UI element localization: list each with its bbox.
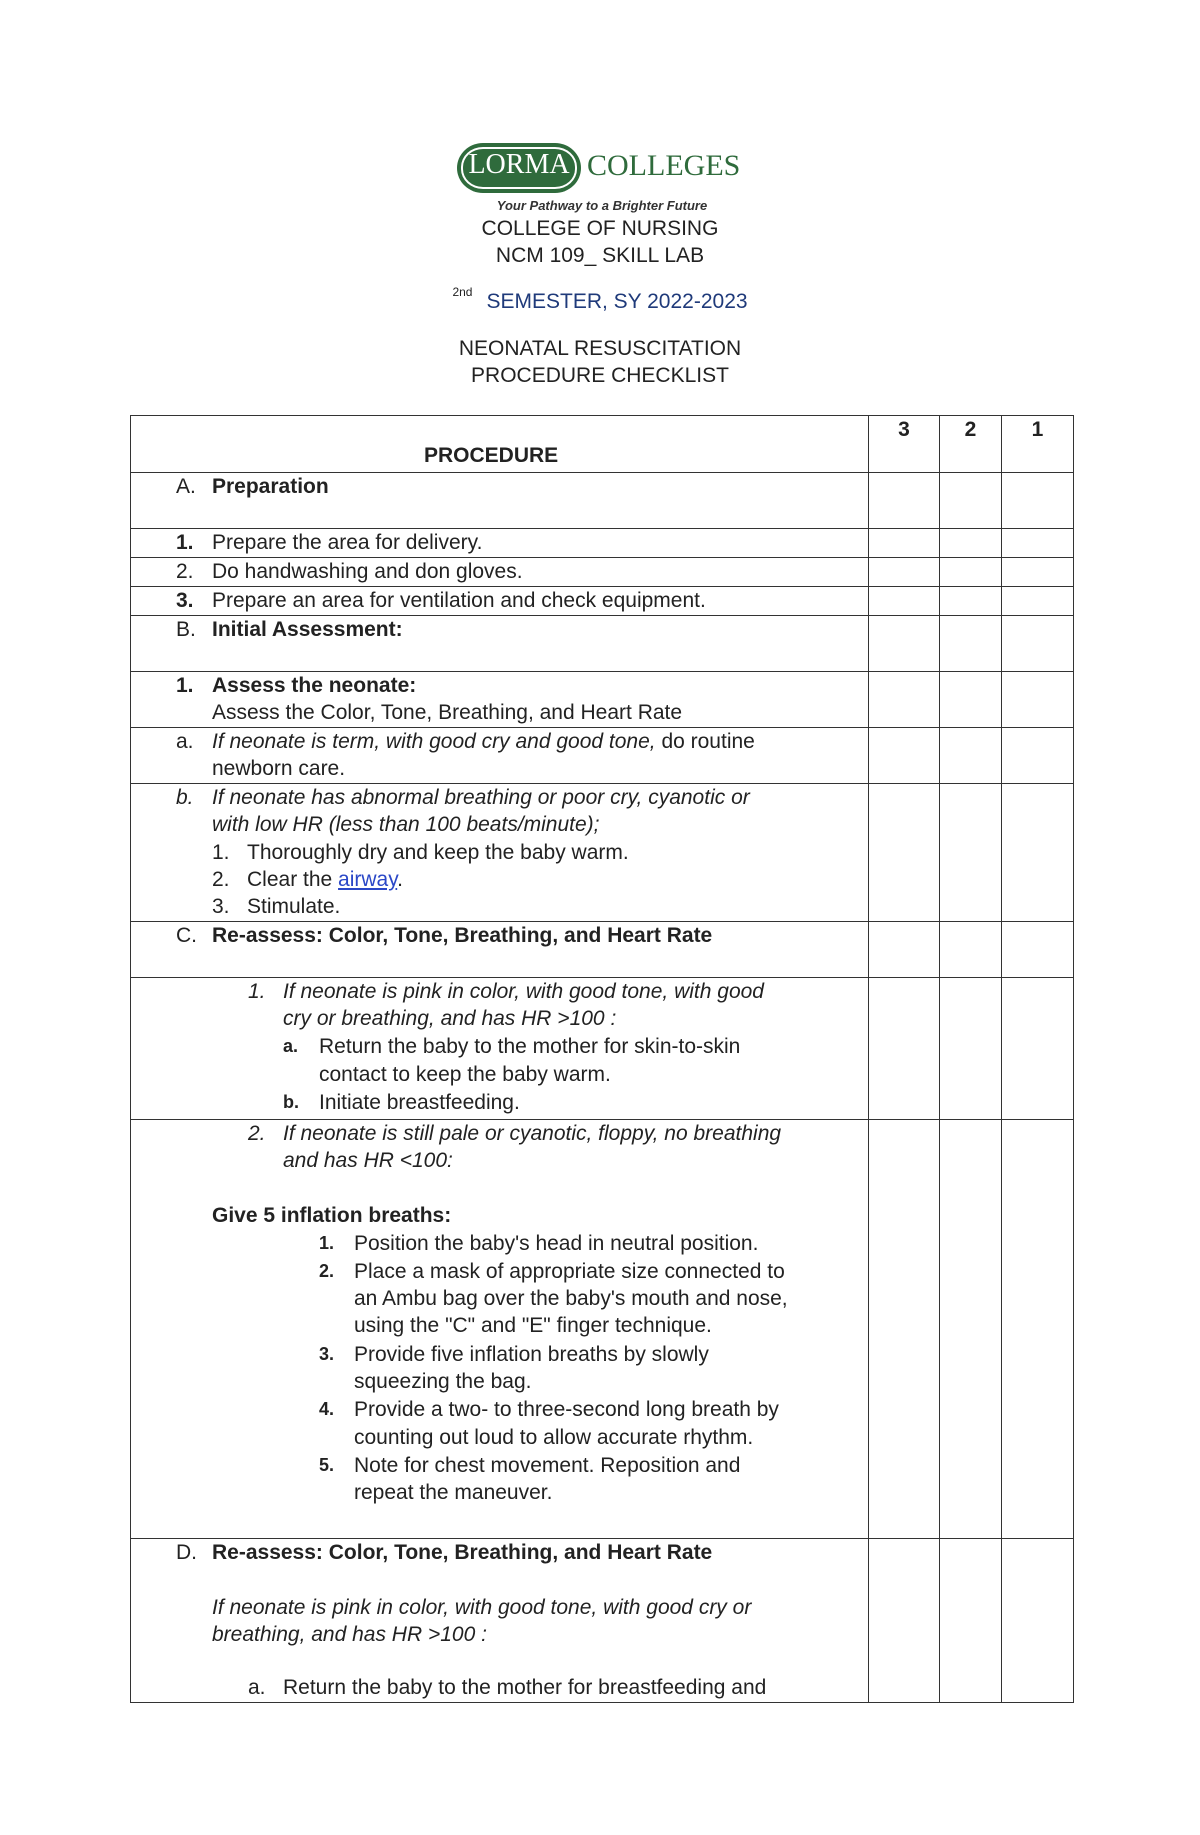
section-c-marker: C. xyxy=(176,924,197,947)
c2-step-5-marker: 5. xyxy=(319,1455,335,1475)
c2-step-1-line1: Position the baby's head in neutral position. xyxy=(354,1232,759,1255)
c-sub-a-line1: Return the baby to the mother for skin-to-skin xyxy=(319,1035,741,1058)
airway-link[interactable]: airway xyxy=(338,868,398,891)
score-cell-2[interactable] xyxy=(940,616,1002,672)
b-step-1-marker: 1. xyxy=(212,841,230,864)
score-cell-1[interactable] xyxy=(1002,473,1074,529)
b-item-b-cell xyxy=(131,784,869,922)
score-header-2: 2 xyxy=(940,416,1002,473)
score-header-3: 3 xyxy=(869,416,940,473)
score-cell-2[interactable] xyxy=(940,978,1002,1120)
table-header-row xyxy=(131,416,1074,473)
c2-step-5-line2: repeat the maneuver. xyxy=(354,1481,553,1504)
b-item-a-marker: a. xyxy=(176,730,194,753)
b-item-1-marker: 1. xyxy=(176,674,194,697)
b-item-b-line2: with low HR (less than 100 beats/minute); xyxy=(212,813,600,836)
score-cell-1[interactable] xyxy=(1002,529,1074,558)
section-a-marker: A. xyxy=(176,475,196,498)
section-d-line1: If neonate is pink in color, with good tone, with good cry or xyxy=(212,1596,752,1619)
score-cell-1[interactable] xyxy=(1002,672,1074,728)
a-item-2-cell xyxy=(131,558,869,587)
section-a-title: Preparation xyxy=(212,475,329,498)
a-item-1-cell xyxy=(131,529,869,558)
table-row xyxy=(131,529,1074,558)
c2-step-3-line2: squeezing the bag. xyxy=(354,1370,532,1393)
a-item-1-marker: 1. xyxy=(176,531,194,554)
section-d-sub-marker: a. xyxy=(248,1676,266,1699)
b-item-a-cell xyxy=(131,728,869,784)
c2-step-3-marker: 3. xyxy=(319,1344,335,1364)
lorma-logo xyxy=(457,143,747,215)
a-item-3-text: Prepare an area for ventilation and check equipment. xyxy=(212,589,706,612)
c-sub-a-marker: a. xyxy=(283,1036,299,1056)
b-item-1-text: Assess the Color, Tone, Breathing, and Heart Rate xyxy=(212,701,683,724)
table-row xyxy=(131,616,1074,672)
semester-line xyxy=(0,284,1200,314)
procedure-checklist-table xyxy=(130,415,1074,1703)
c2-step-5-line1: Note for chest movement. Reposition and xyxy=(354,1454,741,1477)
score-cell-3[interactable] xyxy=(869,558,940,587)
score-cell-1[interactable] xyxy=(1002,978,1074,1120)
procedure-header-cell xyxy=(131,416,869,473)
c-item-1-line2: cry or breathing, and has HR >100 : xyxy=(283,1007,617,1030)
score-cell-3[interactable] xyxy=(869,784,940,922)
score-cell-3[interactable] xyxy=(869,587,940,616)
c2-step-2-line3: using the "C" and "E" finger technique. xyxy=(354,1314,712,1337)
score-cell-2[interactable] xyxy=(940,473,1002,529)
section-d-cell xyxy=(131,1539,869,1703)
b-item-b-line1: If neonate has abnormal breathing or poor cry, cyanotic or xyxy=(212,786,750,809)
a-item-1-text: Prepare the area for delivery. xyxy=(212,531,483,554)
c2-step-2-line2: an Ambu bag over the baby's mouth and nose, xyxy=(354,1287,788,1310)
course-name: NCM 109_ SKILL LAB xyxy=(495,244,705,267)
score-cell-3[interactable] xyxy=(869,922,940,978)
b-step-3-marker: 3. xyxy=(212,895,230,918)
score-cell-1[interactable] xyxy=(1002,616,1074,672)
c-item-2-line2: and has HR <100: xyxy=(283,1149,453,1172)
c-item-2-line1: If neonate is still pale or cyanotic, floppy, no breathing xyxy=(283,1122,782,1145)
document-title-line1: NEONATAL RESUSCITATION xyxy=(458,337,742,360)
c2-step-2-marker: 2. xyxy=(319,1261,335,1281)
section-b-marker: B. xyxy=(176,618,196,641)
score-cell-2[interactable] xyxy=(940,587,1002,616)
table-row xyxy=(131,473,1074,529)
b-item-1-title: Assess the neonate: xyxy=(212,674,417,697)
c2-step-4-line2: counting out loud to allow accurate rhythm. xyxy=(354,1426,754,1449)
table-row xyxy=(131,1120,1074,1539)
a-item-2-marker: 2. xyxy=(176,560,194,583)
score-cell-3[interactable] xyxy=(869,1539,940,1703)
score-cell-3[interactable] xyxy=(869,728,940,784)
score-cell-2[interactable] xyxy=(940,1120,1002,1539)
c-item-1-line1: If neonate is pink in color, with good tone, with good xyxy=(283,980,764,1003)
b-step-3-text: Stimulate. xyxy=(247,895,341,918)
table-row xyxy=(131,672,1074,728)
section-a-cell xyxy=(131,473,869,529)
logo-name: LORMA xyxy=(468,149,570,180)
procedure-header: PROCEDURE xyxy=(424,444,559,467)
logo-badge xyxy=(457,143,581,193)
table-row xyxy=(131,784,1074,922)
section-c-cell xyxy=(131,922,869,978)
c2-step-2-line1: Place a mask of appropriate size connected to xyxy=(354,1260,785,1283)
score-cell-2[interactable] xyxy=(940,672,1002,728)
a-item-3-marker: 3. xyxy=(176,589,194,612)
score-cell-3[interactable] xyxy=(869,529,940,558)
semester-text: SEMESTER, SY 2022-2023 xyxy=(486,290,748,313)
b-item-a-line2: newborn care. xyxy=(212,757,346,780)
score-cell-2[interactable] xyxy=(940,922,1002,978)
section-d-marker: D. xyxy=(176,1541,197,1564)
a-item-2-text: Do handwashing and don gloves. xyxy=(212,560,523,583)
b-step-2-marker: 2. xyxy=(212,868,230,891)
score-cell-1[interactable] xyxy=(1002,922,1074,978)
score-cell-2[interactable] xyxy=(940,529,1002,558)
score-cell-1[interactable] xyxy=(1002,1120,1074,1539)
score-cell-2[interactable] xyxy=(940,558,1002,587)
score-cell-1[interactable] xyxy=(1002,558,1074,587)
table-row xyxy=(131,587,1074,616)
score-cell-2[interactable] xyxy=(940,784,1002,922)
c2-step-4-line1: Provide a two- to three-second long breath by xyxy=(354,1398,779,1421)
section-c-title: Re-assess: Color, Tone, Breathing, and Heart Rate xyxy=(212,924,713,947)
logo-tagline: Your Pathway to a Brighter Future xyxy=(496,198,708,213)
a-item-3-cell xyxy=(131,587,869,616)
c-item-2-marker: 2. xyxy=(248,1122,266,1145)
b-item-a-line1: If neonate is term, with good cry and good tone, do routine xyxy=(212,730,755,753)
c-item-1-marker: 1. xyxy=(248,980,266,1003)
c-sub-b-marker: b. xyxy=(283,1092,299,1112)
c-item-2-cell xyxy=(131,1120,869,1539)
b-item-b-marker: b. xyxy=(176,786,194,809)
c2-step-3-line1: Provide five inflation breaths by slowly xyxy=(354,1343,709,1366)
table-row xyxy=(131,728,1074,784)
score-cell-2[interactable] xyxy=(940,728,1002,784)
c-sub-b-line1: Initiate breastfeeding. xyxy=(319,1091,520,1114)
logo-colleges: COLLEGES xyxy=(587,149,741,182)
c-item-1-cell xyxy=(131,978,869,1120)
c2-step-4-marker: 4. xyxy=(319,1399,335,1419)
score-cell-1[interactable] xyxy=(1002,587,1074,616)
table-row xyxy=(131,558,1074,587)
score-header-1: 1 xyxy=(1002,416,1074,473)
table-row xyxy=(131,922,1074,978)
section-d-line2: breathing, and has HR >100 : xyxy=(212,1623,487,1646)
score-cell-3[interactable] xyxy=(869,473,940,529)
score-cell-3[interactable] xyxy=(869,672,940,728)
score-cell-1[interactable] xyxy=(1002,728,1074,784)
score-cell-1[interactable] xyxy=(1002,784,1074,922)
table-row xyxy=(131,1539,1074,1703)
score-cell-1[interactable] xyxy=(1002,1539,1074,1703)
c2-step-1-marker: 1. xyxy=(319,1233,335,1253)
score-cell-3[interactable] xyxy=(869,1120,940,1539)
college-name: COLLEGE OF NURSING xyxy=(481,217,719,240)
document-title-line2: PROCEDURE CHECKLIST xyxy=(471,364,729,387)
section-d-sub-text: Return the baby to the mother for breastfeeding and xyxy=(283,1676,767,1699)
b-item-1-cell xyxy=(131,672,869,728)
give-breaths-heading: Give 5 inflation breaths: xyxy=(212,1204,452,1227)
semester-sup: 2nd xyxy=(452,284,473,299)
c-sub-a-line2: contact to keep the baby warm. xyxy=(319,1063,611,1086)
section-d-title: Re-assess: Color, Tone, Breathing, and Heart Rate xyxy=(212,1541,713,1564)
b-step-2-text: Clear the airway. xyxy=(247,868,404,891)
section-b-cell xyxy=(131,616,869,672)
b-step-1-text: Thoroughly dry and keep the baby warm. xyxy=(247,841,629,864)
score-cell-3[interactable] xyxy=(869,978,940,1120)
score-cell-3[interactable] xyxy=(869,616,940,672)
table-row xyxy=(131,978,1074,1120)
score-cell-2[interactable] xyxy=(940,1539,1002,1703)
section-b-title: Initial Assessment: xyxy=(212,618,403,641)
